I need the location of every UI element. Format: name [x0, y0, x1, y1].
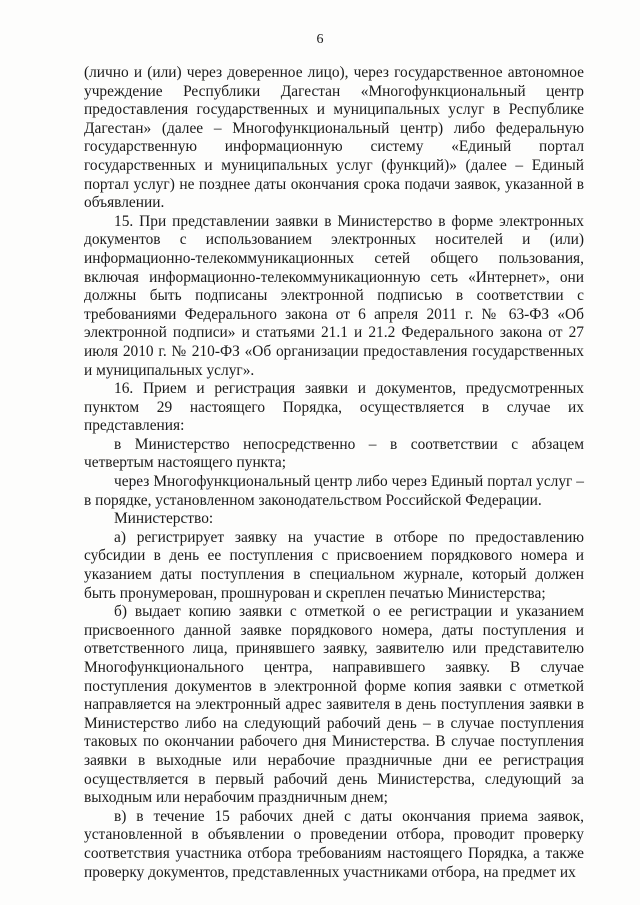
paragraph-subitem-b: б) выдает копию заявки с отметкой о ее регистрации и указанием присвоенного данной заявке порядкового номера, даты поступления и ответственного лица, принявшего заявку, заявителю или представителю Многофункционального центра, направившего заявку. В случае поступления документов в электронной форме копия заявки с отметкой направляется на электронный адрес заявителя в день поступления заявки в Министерство либо на следующий рабочий день – в случае поступления таковых по окончании рабочего дня Министерства. В случае поступления заявки в выходные или нерабочие праздничные дни ее регистрация осуществляется в первый рабочий день Министерства, следующий за выходным или нерабочим праздничным днем; [84, 603, 584, 807]
page-number: 6 [316, 32, 324, 47]
paragraph-mfc-portal: через Многофункциональный центр либо через Единый портал услуг – в порядке, установленном законодательством Российской Федерации. [84, 473, 584, 509]
paragraph-item-16: 16. Прием и регистрация заявки и документов, предусмотренных пунктом 29 настоящего Порядка, осуществляется в случае их представления: [84, 380, 584, 435]
paragraph-subitem-v: в) в течение 15 рабочих дней с даты окончания приема заявок, установленной в объявлении о проведении отбора, проводит проверку соответствия участника отбора требованиям настоящего Порядка, а также проверку документов, представленных участниками отбора, на предмет их [84, 807, 584, 881]
paragraph-subitem-a: а) регистрирует заявку на участие в отборе по предоставлению субсидии в день ее поступления с присвоением порядкового номера и указанием даты поступления в специальном журнале, который должен быть пронумерован, прошнурован и скреплен печатью Министерства; [84, 528, 584, 602]
paragraph-item-15: 15. При представлении заявки в Министерство в форме электронных документов с использованием электронных носителей и (или) информационно-телекоммуникационных сетей общего пользования, включая информационно-телекоммуникационную сеть «Интернет», они должны быть подписаны электронной подписью в соответствии с требованиями Федерального закона от 6 апреля 2011 г. № 63-ФЗ «Об электронной подписи» и статьями 21.1 и 21.2 Федерального закона от 27 июля 2010 г. № 210-ФЗ «Об организации предоставления государственных и муниципальных услуг». [84, 212, 584, 379]
paragraph-ministry-heading: Министерство: [114, 510, 214, 528]
paragraph-ministry-direct: в Министерство непосредственно – в соответствии с абзацем четвертым настоящего пункта; [84, 435, 584, 472]
document-body [84, 64, 584, 882]
paragraph-continuation: (лично и (или) через доверенное лицо), через государственное автономное учреждение Республики Дагестан «Многофункциональный центр предоставления государственных и муниципальных услуг в Республике Дагестан» (далее – Многофункциональный центр) либо федеральную государственную информационную систему «Единый портал государственных и муниципальных услуг (функций)» (далее – Единый портал услуг) не позднее даты окончания срока подачи заявок, указанной в объявлении. [84, 64, 584, 212]
